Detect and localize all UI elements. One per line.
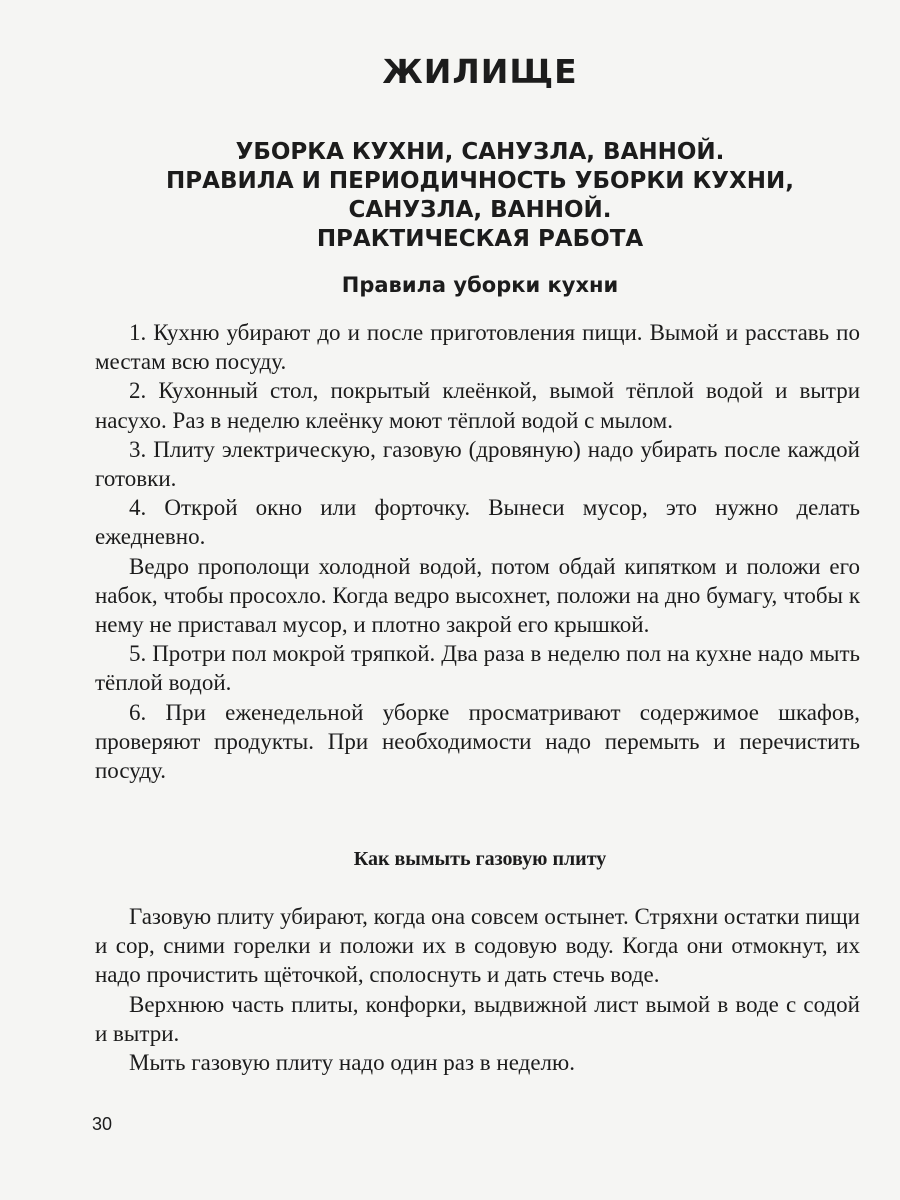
- subtitle-line: ПРАВИЛА И ПЕРИОДИЧНОСТЬ УБОРКИ КУХНИ,: [166, 168, 794, 194]
- paragraph: Газовую плиту убирают, когда она совсем остынет. Стряхни остатки пищи и сор, сними горелки и положи их в содовую воду. Когда они отмокнут, их надо прочистить щёточкой, сполоснуть и дать стечь воде.: [95, 904, 860, 988]
- gas-stove-text: [95, 902, 860, 1077]
- kitchen-rules-text: [95, 318, 860, 785]
- lesson-subtitle: [150, 138, 810, 254]
- subtitle-line: УБОРКА КУХНИ, САНУЗЛА, ВАННОЙ.: [235, 139, 725, 165]
- paragraph: 1. Кухню убирают до и после приготовления пищи. Вымой и расставь по местам всю посуду.: [95, 320, 860, 375]
- paragraph: 2. Кухонный стол, покрытый клеёнкой, вымой тёплой водой и вытри насухо. Раз в неделю клеёнку моют тёплой водой с мылом.: [95, 378, 860, 433]
- paragraph: Ведро прополощи холодной водой, потом обдай кипятком и положи его набок, чтобы просохло. Когда ведро высохнет, положи на дно бумагу, чтобы к нему не приставал мусор, и плотно закрой его крышкой.: [95, 553, 860, 638]
- subtitle-line: ПРАКТИЧЕСКАЯ РАБОТА: [316, 226, 644, 252]
- section-heading-kitchen-rules: Правила уборки кухни: [341, 273, 619, 297]
- paragraph: 4. Открой окно или форточку. Вынеси мусор, это нужно делать ежедневно.: [95, 495, 860, 550]
- paragraph: 6. При еженедельной уборке просматривают содержимое шкафов, проверяют продукты. При необходимости надо перемыть и перечистить посуду.: [95, 699, 860, 784]
- page-number: 30: [92, 1114, 113, 1134]
- paragraph: 5. Протри пол мокрой тряпкой. Два раза в неделю пол на кухне надо мыть тёплой водой.: [95, 641, 860, 696]
- section-heading-gas-stove: Как вымыть газовую плиту: [353, 848, 607, 870]
- paragraph: 3. Плиту электрическую, газовую (дровяную) надо убирать после каждой готовки.: [95, 436, 860, 492]
- paragraph: Мыть газовую плиту надо один раз в неделю.: [129, 1050, 575, 1076]
- subtitle-line: САНУЗЛА, ВАННОЙ.: [348, 197, 612, 223]
- page-title: ЖИЛИЩЕ: [382, 52, 578, 91]
- paragraph: Верхнюю часть плиты, конфорки, выдвижной лист вымой в воде с содой и вытри.: [95, 991, 860, 1046]
